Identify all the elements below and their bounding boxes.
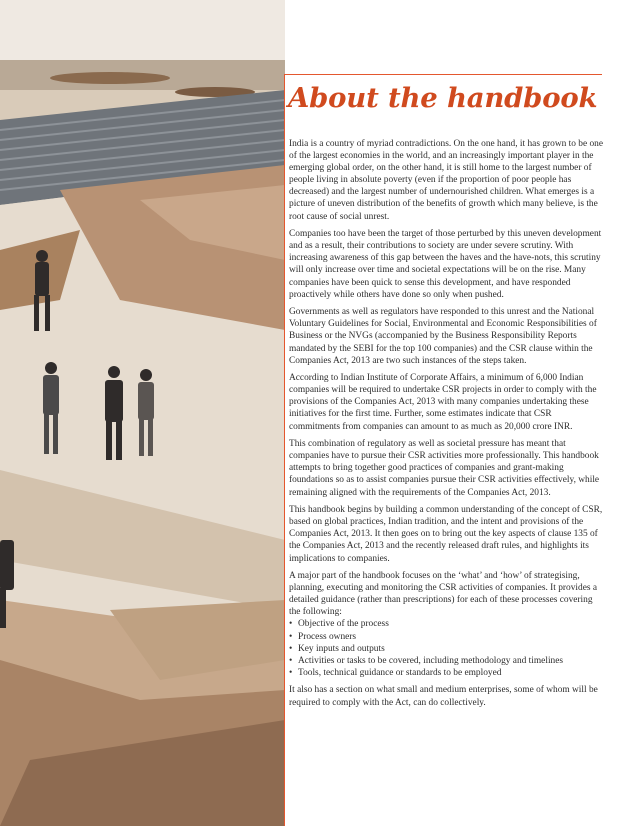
list-item: • Tools, technical guidance or standards to be employed <box>289 667 502 678</box>
bullet-icon: • <box>289 631 293 642</box>
paragraph-handbook-begins: This handbook begins by building a common understanding of the concept of CSR, based on global practices, Indian tradition, and the intent and provisions of the Companies Act, 2013. It then goes on to bring out the key aspects of clause 135 of the Companies Act, 2013 and the recently released draft rules, and highlights its implications to companies. <box>289 505 603 564</box>
accent-horizontal-rule <box>284 74 602 75</box>
list-item: • Objective of the process <box>289 619 389 630</box>
paragraph-major-part: A major part of the handbook focuses on the ‘what’ and ‘how’ of strategising, planning, executing and monitoring the CSR activities of companies. It provides a detailed guidance (rather than prescriptions) for each of these processes covering the following: <box>289 571 598 618</box>
paragraph-regulatory-pressure: This combination of regulatory as well as societal pressure has meant that companies have to pursue their CSR activities more professionally. This handbook attempts to bring together good practices of companies and grant-making foundations so as to assist companies pursue their CSR activities effectively, while remaining aligned with the requirements of the Companies Act, 2013. <box>289 439 600 498</box>
list-item: • Activities or tasks to be covered, including methodology and timelines <box>289 655 564 666</box>
bullet-icon: • <box>289 619 293 630</box>
bullet-icon: • <box>289 655 293 666</box>
bullet-icon: • <box>289 643 293 654</box>
process-list <box>289 618 603 678</box>
body-text <box>289 138 603 714</box>
paragraph-governments: Governments as well as regulators have responded to this unrest and the National Voluntary Guidelines for Social, Environmental and Economic Responsibilities of Business or the NVGs (accompanied by the Business Responsibility Reports mandated by the SEBI for the top 100 companies) and the CSR clause within the Companies Act, 2013 are two such instances of the steps taken. <box>289 307 597 366</box>
paragraph-companies: Companies too have been the target of those perturbed by this uneven development and as a result, their contributions to society are under severe scrutiny. With increasing awareness of this gap between the haves and the have-nots, this scrutiny will only increase over time and societal expectations will be on the rise. Many companies have been quick to sense this development, and have responded proactively while others have done so only when pushed. <box>289 229 602 300</box>
paragraph-intro: India is a country of myriad contradictions. On the one hand, it has grown to be one of the largest economies in the world, and an increasingly important player in the emerging global order, on the other hand, it is still home to the largest number of people living in absolute poverty (even if the proportion of poor people has decreased) and the largest number of undernourished children. What emerges is a picture of uneven distribution of the benefits of growth which many believe, is the root cause of social unrest. <box>289 139 603 222</box>
paragraph-closing: It also has a section on what small and medium enterprises, some of whom will be required to comply with the Act, can do collectively. <box>289 685 598 708</box>
page-title: About the handbook <box>288 82 598 114</box>
accent-vertical-rule <box>284 74 285 826</box>
list-item: • Process owners <box>289 631 357 642</box>
list-item: • Key inputs and outputs <box>289 643 385 654</box>
cover-photo <box>0 0 285 826</box>
plaza-photo-illustration <box>0 0 285 826</box>
bullet-icon: • <box>289 667 293 678</box>
paragraph-iica: According to Indian Institute of Corporate Affairs, a minimum of 6,000 Indian companies will be required to undertake CSR projects in order to comply with the provisions of the Companies Act, 2013 with many companies undertaking these initiatives for the first time. Further, some estimates indicate that CSR commitments from companies can amount to as much as 20,000 crore INR. <box>289 373 597 432</box>
